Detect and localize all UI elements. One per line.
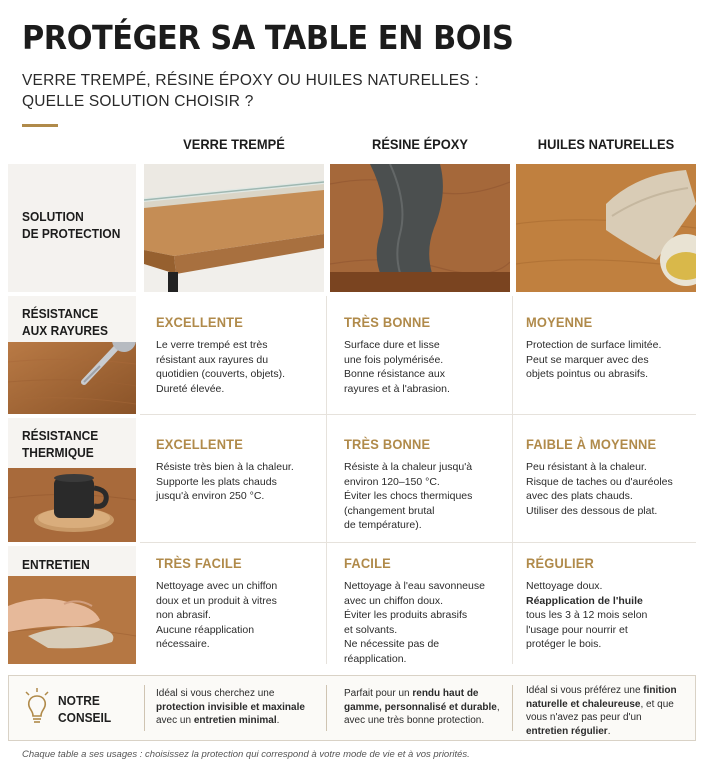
- cell-rating: FACILE: [344, 555, 391, 571]
- cell-description: Nettoyage avec un chiffon doux et un produit à vitres non abrasif. Aucune réapplication nécessaire.: [156, 580, 278, 651]
- page-title: PROTÉGER SA TABLE EN BOIS: [22, 18, 514, 57]
- row-divider: [140, 542, 696, 543]
- cell-description: Surface dure et lisse une fois polymérisée. Bonne résistance aux rayures et à l'abrasion.: [344, 339, 450, 395]
- advice-text-oils: Idéal si vous préférez une finition naturelle et chaleureuse, et que vous n'avez pas peur d'un entretien régulier.: [526, 685, 677, 737]
- row-label-thermal: RÉSISTANCE THERMIQUE: [22, 428, 99, 460]
- advice-text-epoxy: Parfait pour un rendu haut de gamme, personnalisé et durable, avec une très bonne protection.: [344, 688, 500, 726]
- cell-rating: EXCELLENTE: [156, 436, 244, 452]
- cell-scratch-glass: [148, 314, 326, 396]
- hand-cleaning-photo: [8, 576, 136, 664]
- cell-rating: TRÈS FACILE: [156, 555, 242, 571]
- cell-description: Résiste très bien à la chaleur. Supporte les plats chauds jusqu'à environ 250 °C.: [156, 461, 294, 503]
- column-divider: [326, 296, 327, 664]
- accent-divider: [22, 124, 58, 127]
- advice-separator: [326, 685, 327, 731]
- cell-thermal-oils: [518, 436, 696, 518]
- advice-label: NOTRE CONSEIL: [58, 693, 112, 725]
- cell-description: Peu résistant à la chaleur. Risque de taches ou d'auréoles avec des plats chauds. Utiliser des dessous de plat.: [526, 461, 673, 517]
- row-divider: [140, 414, 696, 415]
- cell-description: Résiste à la chaleur jusqu'à environ 120–150 °C. Éviter les chocs thermiques (changement brutal de température).: [344, 461, 473, 532]
- mug-on-coaster-photo: [8, 468, 136, 542]
- advice-separator: [144, 685, 145, 731]
- cell-rating: FAIBLE À MOYENNE: [526, 436, 657, 452]
- row-label-maintenance: ENTRETIEN: [22, 557, 90, 572]
- oil-table-photo: [516, 164, 696, 292]
- footer-note: Chaque table a ses usages : choisissez la protection qui correspond à votre mode de vie et à vos priorités.: [22, 749, 470, 760]
- key-on-wood-photo: [8, 342, 136, 414]
- cell-rating: MOYENNE: [526, 314, 593, 330]
- cell-scratch-epoxy: [336, 314, 512, 396]
- glass-table-photo: [144, 164, 324, 292]
- header: [22, 18, 682, 127]
- cell-thermal-glass: [148, 436, 326, 504]
- cell-scratch-oils: [518, 314, 696, 382]
- cell-description: Protection de surface limitée. Peut se marquer avec des objets pointus ou abrasifs.: [526, 339, 662, 381]
- page-subtitle: VERRE TREMPÉ, RÉSINE ÉPOXY OU HUILES NATURELLES : QUELLE SOLUTION CHOISIR ?: [22, 72, 479, 110]
- column-header-epoxy: RÉSINE ÉPOXY: [372, 136, 468, 152]
- cell-rating: RÉGULIER: [526, 555, 595, 571]
- cell-rating: TRÈS BONNE: [344, 314, 431, 330]
- cell-description: Le verre trempé est très résistant aux rayures du quotidien (couverts, objets). Dureté élevée.: [156, 339, 285, 395]
- cell-rating: EXCELLENTE: [156, 314, 244, 330]
- cell-thermal-epoxy: [336, 436, 512, 533]
- advice-text-glass: Idéal si vous cherchez une protection invisible et maxinale avec un entretien minimal.: [156, 688, 305, 726]
- cell-maintenance-oils: [518, 555, 696, 652]
- epoxy-table-photo: [330, 164, 510, 292]
- advice-separator: [512, 685, 513, 731]
- cell-description: Nettoyage à l'eau savonneuse avec un chiffon doux. Éviter les produits abrasifs et solvants. Ne nécessite pas de réapplication.: [344, 580, 485, 665]
- cell-rating: TRÈS BONNE: [344, 436, 431, 452]
- column-header-glass: VERRE TREMPÉ: [183, 136, 285, 152]
- row-label-solution: SOLUTION DE PROTECTION: [22, 209, 121, 241]
- row-label-scratch: RÉSISTANCE AUX RAYURES: [22, 306, 108, 338]
- cell-maintenance-glass: [148, 555, 326, 652]
- cell-maintenance-epoxy: [336, 555, 512, 667]
- column-header-oils: HUILES NATURELLES: [537, 136, 675, 152]
- lightbulb-icon: [24, 688, 50, 724]
- column-divider: [512, 296, 513, 664]
- cell-description: Nettoyage doux. Réapplication de l'huile tous les 3 à 12 mois selon l'usage pour nourrir et protéger le bois.: [526, 580, 648, 651]
